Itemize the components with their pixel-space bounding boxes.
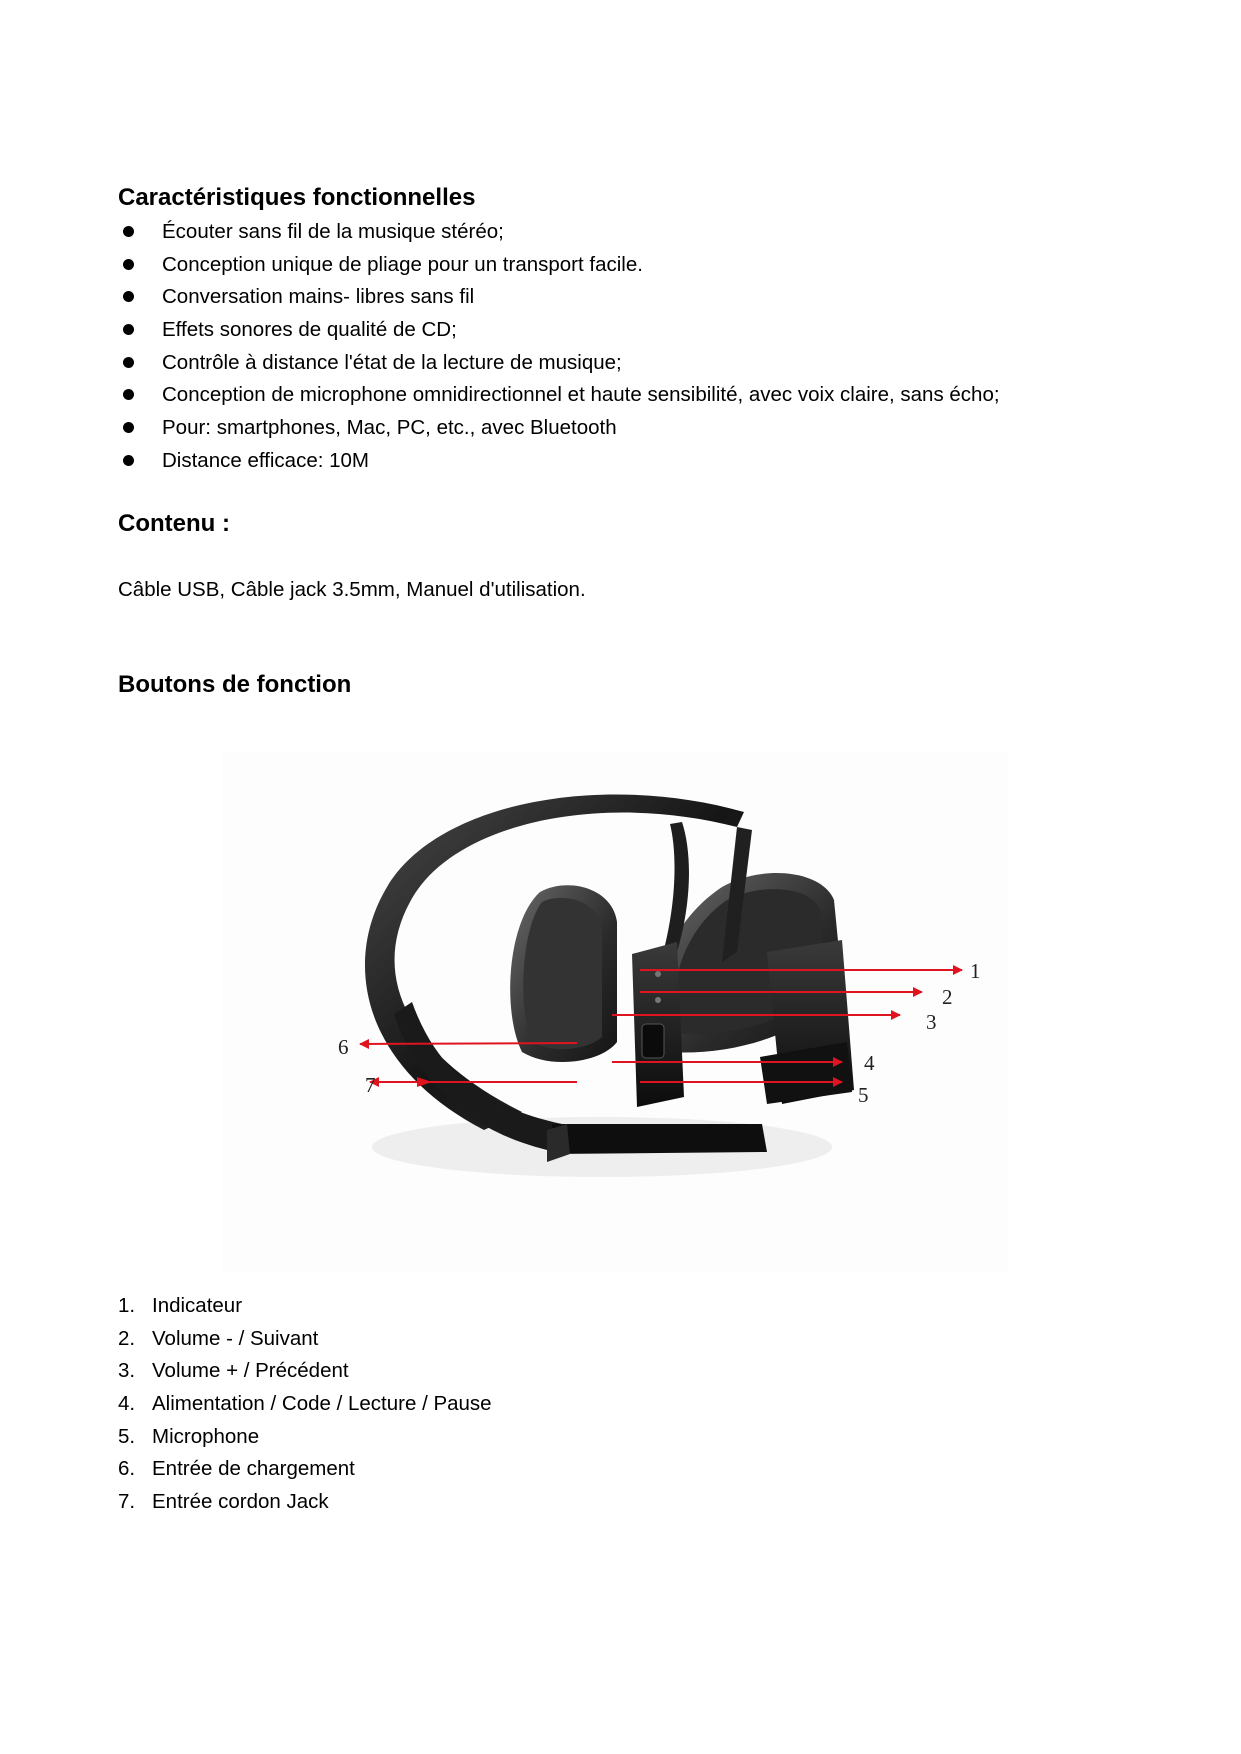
list-item [118, 1292, 492, 1325]
item-label: Entrée cordon Jack [152, 1490, 329, 1514]
headphones-image [365, 794, 854, 1177]
callout-1: 1 [970, 959, 981, 983]
bullet-icon [123, 422, 134, 433]
list-item [118, 1455, 492, 1488]
list-item [118, 1423, 492, 1456]
callout-7: 7 [365, 1073, 376, 1097]
buttons-list [118, 1292, 492, 1521]
item-number: 3. [118, 1359, 136, 1383]
item-label: Entrée de chargement [152, 1457, 355, 1481]
feature-text: Effets sonores de qualité de CD; [162, 318, 457, 342]
feature-text: Conversation mains- libres sans fil [162, 285, 475, 309]
contents-text: Câble USB, Câble jack 3.5mm, Manuel d'utilisation. [118, 578, 586, 601]
arrow-6 [360, 1043, 577, 1044]
bullet-icon [123, 455, 134, 466]
contents-heading: Contenu : [118, 510, 230, 537]
features-heading: Caractéristiques fonctionnelles [118, 184, 476, 211]
item-number: 6. [118, 1457, 136, 1481]
item-label: Volume - / Suivant [152, 1326, 319, 1350]
item-label: Volume + / Précédent [152, 1359, 349, 1383]
item-label: Indicateur [152, 1294, 243, 1317]
item-number: 1. [118, 1294, 136, 1317]
list-item [118, 1488, 492, 1521]
buttons-heading: Boutons de fonction [118, 671, 352, 698]
feature-text: Pour: smartphones, Mac, PC, etc., avec Bluetooth [162, 416, 617, 440]
item-number: 7. [118, 1490, 136, 1514]
item-label: Alimentation / Code / Lecture / Pause [152, 1392, 492, 1416]
feature-text: Contrôle à distance l'état de la lecture de musique; [162, 350, 622, 374]
headphones-diagram [222, 752, 1008, 1272]
list-item [118, 251, 1000, 284]
list-item [118, 381, 1000, 414]
item-label: Microphone [152, 1424, 260, 1448]
list-item [118, 283, 1000, 316]
list-item [118, 316, 1000, 349]
item-number: 4. [118, 1392, 136, 1416]
feature-text: Conception unique de pliage pour un transport facile. [162, 252, 643, 276]
list-item [118, 1325, 492, 1358]
feature-text: Écouter sans fil de la musique stéréo; [162, 220, 504, 243]
headphones-figure [222, 752, 1008, 1272]
bullet-icon [123, 324, 134, 335]
list-item [118, 447, 1000, 480]
bullet-icon [123, 291, 134, 302]
list-item [118, 349, 1000, 382]
callout-6: 6 [338, 1035, 349, 1059]
item-number: 5. [118, 1424, 136, 1448]
list-item [118, 414, 1000, 447]
list-item [118, 218, 1000, 251]
features-list [118, 218, 1000, 480]
bullet-icon [123, 226, 134, 237]
callout-4: 4 [864, 1051, 875, 1075]
list-item [118, 1390, 492, 1423]
callout-2: 2 [942, 985, 953, 1009]
bullet-icon [123, 357, 134, 368]
item-number: 2. [118, 1326, 136, 1350]
list-item [118, 1357, 492, 1390]
bullet-icon [123, 389, 134, 400]
feature-text: Conception de microphone omnidirectionnel et haute sensibilité, avec voix claire, sans écho; [162, 383, 1000, 407]
feature-text: Distance efficace: 10M [162, 448, 370, 472]
callout-3: 3 [926, 1010, 937, 1034]
callout-5: 5 [858, 1083, 869, 1107]
bullet-icon [123, 259, 134, 270]
